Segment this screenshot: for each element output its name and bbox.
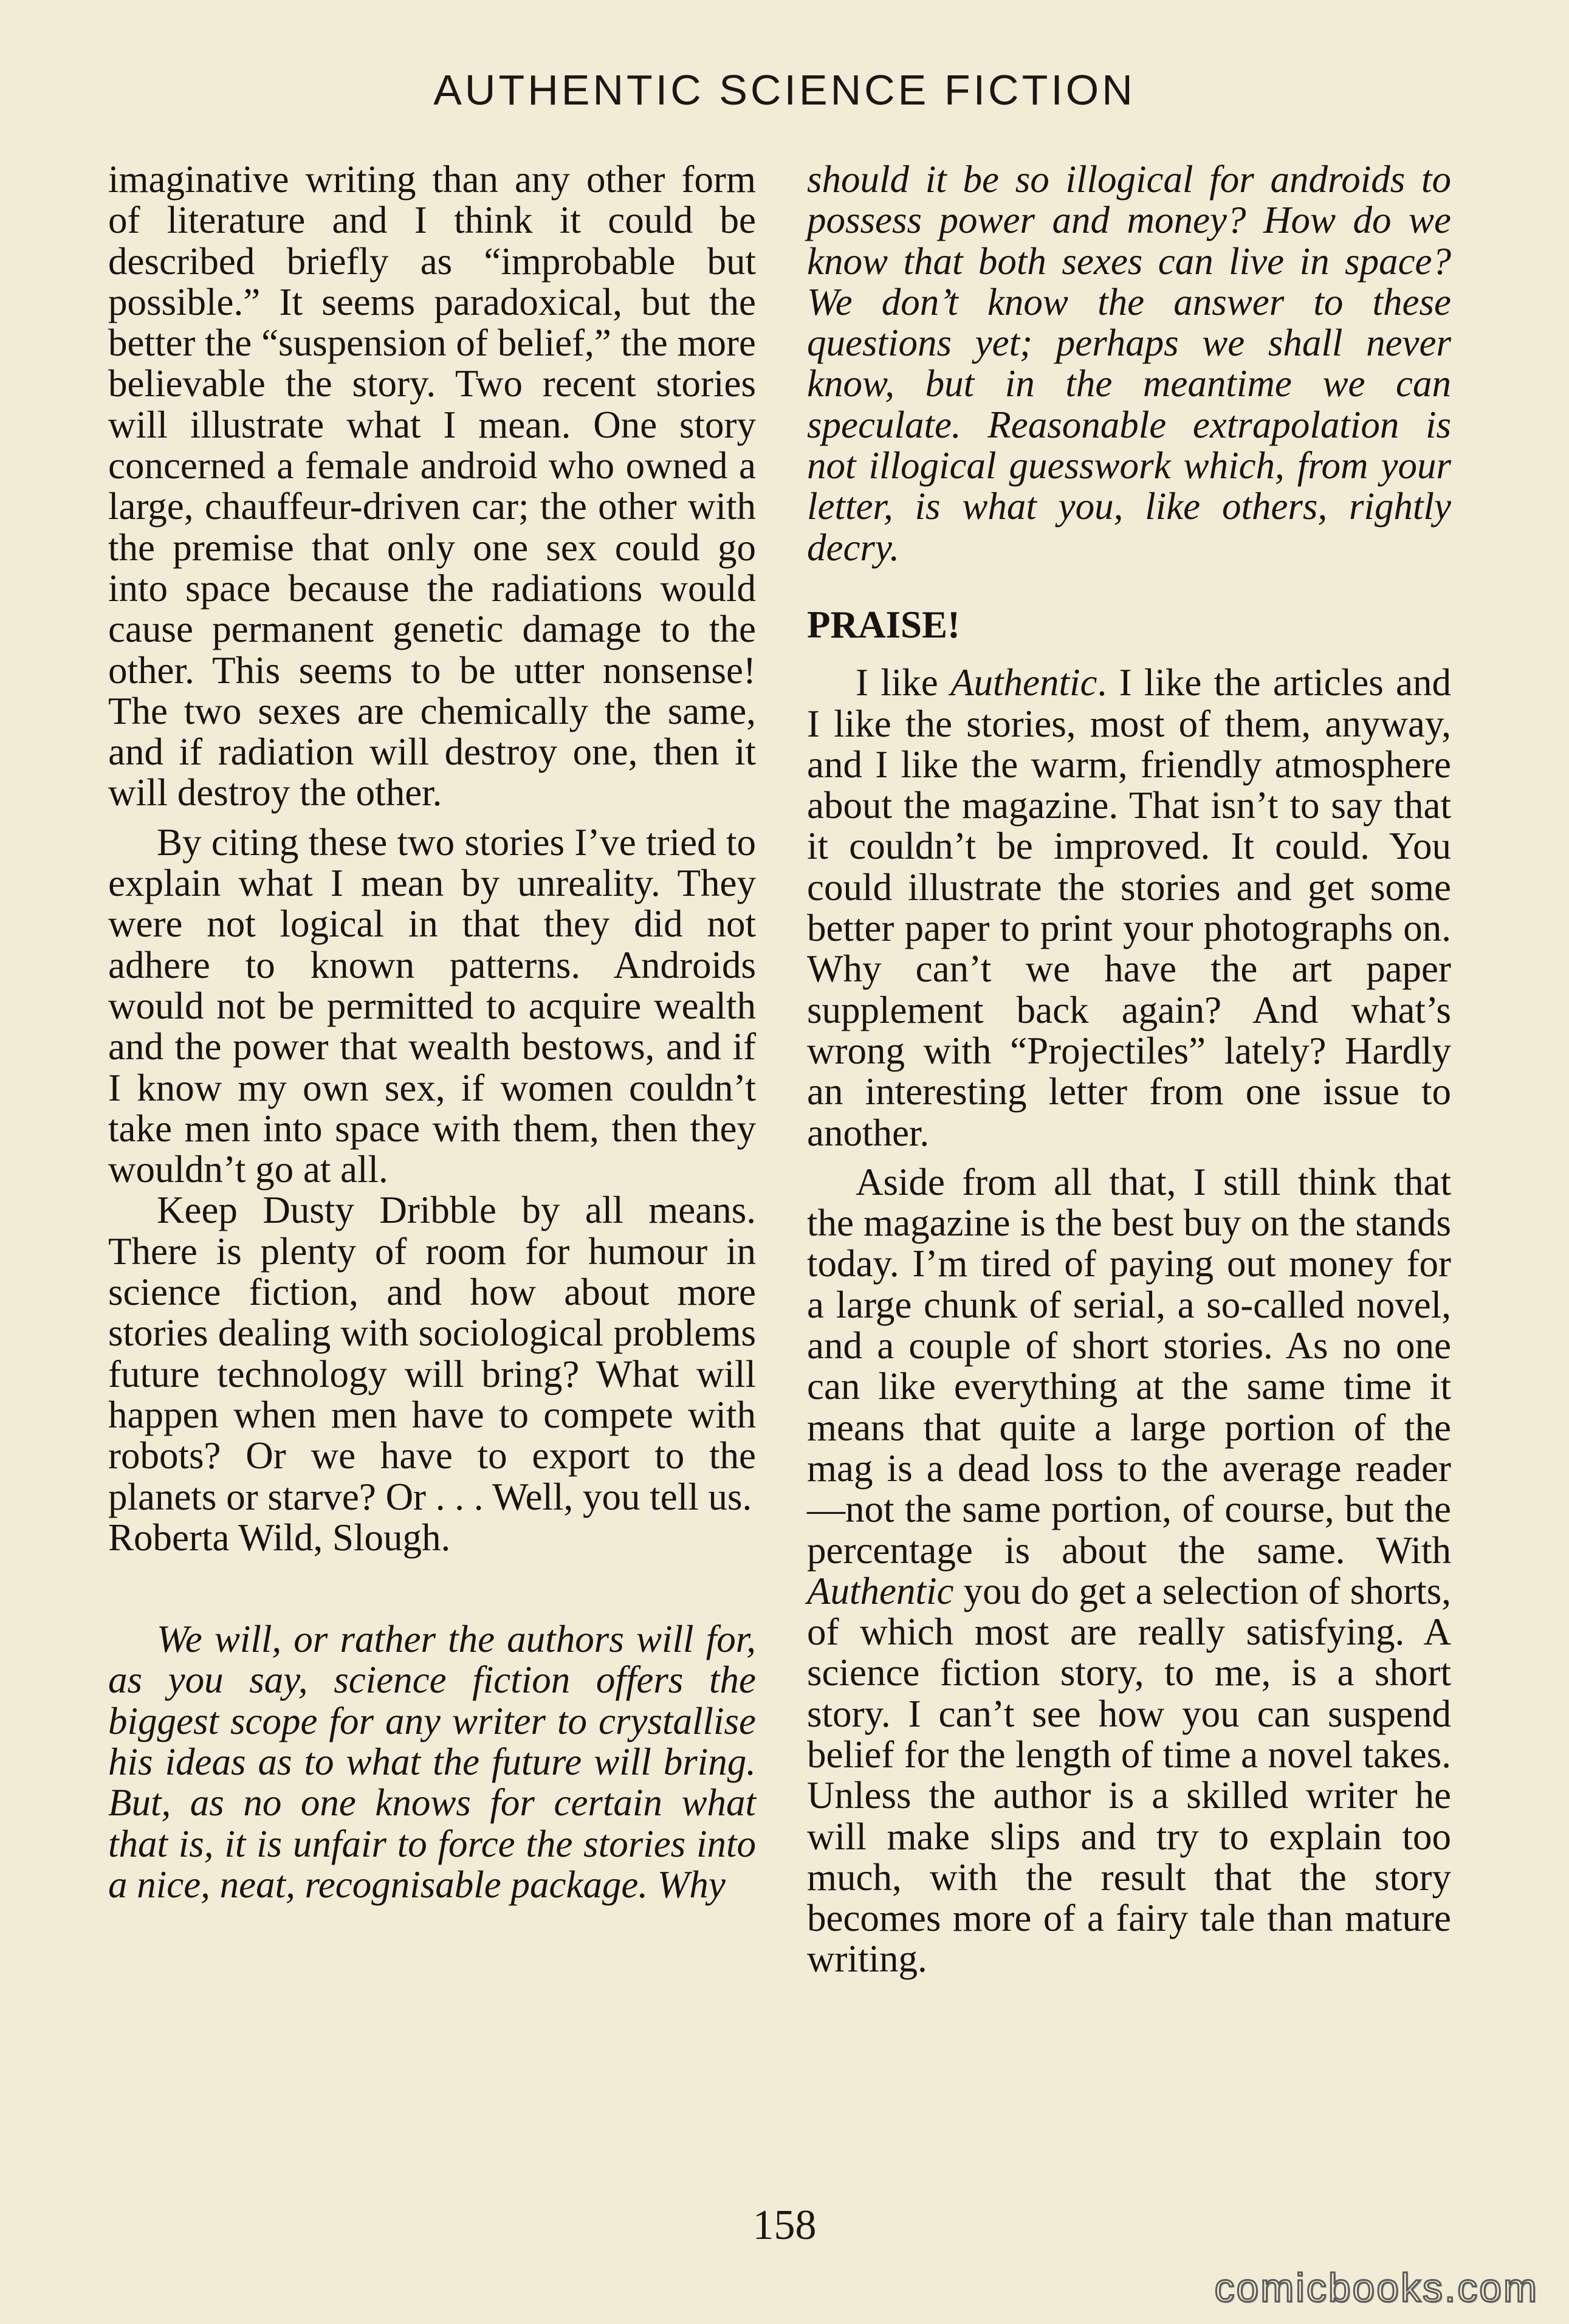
praise-paragraph-1-rest: . I like the articles and I like the stories, most of them, anyway, and I like the warm, friendly atmosphere about the magazine. That isn’t to say that it couldn’t be improved. It could. You could illustrate the stories and get some better paper to print your photographs on. Why can’t we have the art paper supplement back again? And what’s wrong with “Projectiles” lately? Hardly an interesting letter from one issue to another. xyxy=(807,661,1452,1154)
praise-paragraph-2-lead: Aside from all that, I still think that the magazine is the best buy on the stands today. I’m tired of paying out money for a large chunk of serial, a so-called novel, and a couple of short stories. As no one can like everything at the same time it means that quite a large portion of the mag is a dead loss to the average reader—not the same portion, of course, but the percentage is about the same. With xyxy=(807,1160,1451,1572)
praise-paragraph-1 xyxy=(807,662,1451,1153)
letter-signature: Roberta Wild, Slough. xyxy=(108,1516,451,1559)
running-head: AUTHENTIC SCIENCE FICTION xyxy=(433,66,1136,114)
praise-paragraph-2 xyxy=(807,1162,1451,1980)
letter-heading: PRAISE! xyxy=(807,603,961,646)
letter-paragraph-3: Keep Dusty Dribble by all means. There is plenty of room for humour in science fiction, and how about more stories dealing with sociological problems future technology will bring? What will happen when men have to compete with robots? Or we have to export to the planets or starve? Or . . . Well, you tell us. xyxy=(108,1189,756,1518)
editorial-reply: We will, or rather the authors will for, as you say, science fiction offers the biggest scope for any writer to crystallise his ideas as to what the future will bring. But, as no one knows for certain what that is, it is unfair to force the stories into a nice, neat, recognisable package. Why xyxy=(108,1618,756,1906)
praise-paragraph-2-rest: you do get a selection of shorts, of which most are really satisfying. A science fiction story, to me, is a short story. I can’t see how you can suspend belief for the length of time a novel takes. Unless the author is a skilled writer he will make slips and try to explain too much, with the result that the story becomes more of a fairy tale than mature writing. xyxy=(807,1569,1451,1981)
letter-paragraph-2: By citing these two stories I’ve tried to explain what I mean by unreality. They were not logical in that they did not adhere to known patterns. Androids would not be permitted to acquire wealth and the power that wealth bestows, and if I know my own sex, if women couldn’t take men into space with them, then they wouldn’t go at all. xyxy=(108,820,756,1191)
page-number: 158 xyxy=(752,2202,817,2249)
magazine-title-italic: Authentic xyxy=(807,1569,954,1612)
right-column xyxy=(807,159,1451,1980)
praise-paragraph-1-lead: I like xyxy=(856,661,951,704)
magazine-title-italic: Authentic xyxy=(950,661,1097,704)
left-column xyxy=(108,159,756,1905)
watermark-logo: comicbooks.com xyxy=(1214,2265,1539,2310)
editorial-reply-continued: should it be so illogical for androids to possess power and money? How do we know that both sexes can live in space? We don’t know the answer to these questions yet; perhaps we shall never know, but in the meantime we can speculate. Reasonable extrapolation is not illogical guesswork which, from your letter, is what you, like others, rightly decry. xyxy=(807,158,1451,569)
letter-paragraph-1: imaginative writing than any other form of literature and I think it could be described briefly as “improbable but possible.” It seems paradoxical, but the better the “suspension of belief,” the more believable the story. Two recent stories will illustrate what I mean. One story concerned a female android who owned a large, chauffeur-driven car; the other with the premise that only one sex could go into space because the radiations would cause permanent genetic damage to the other. This seems to be utter nonsense! The two sexes are chemically the same, and if radiation will destroy one, then it will destroy the other. xyxy=(108,158,756,814)
